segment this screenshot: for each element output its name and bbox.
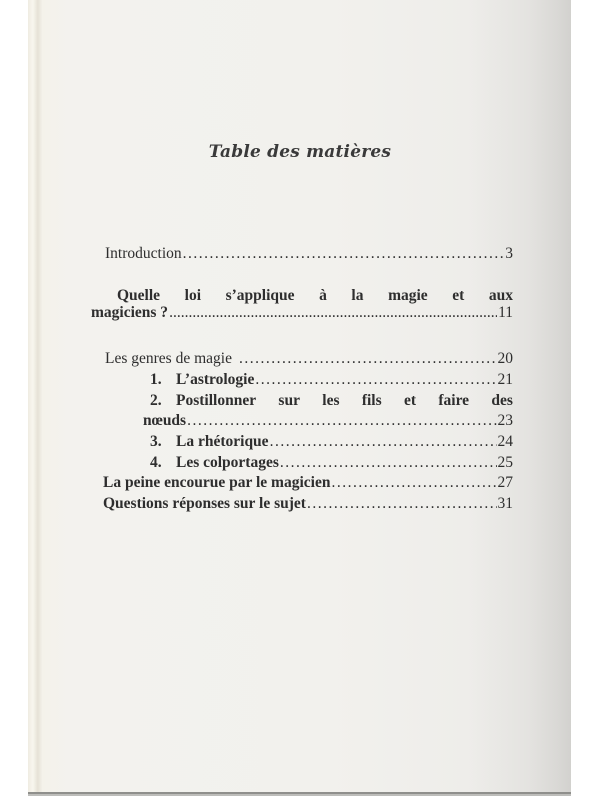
toc-entry-label: Questions réponses sur le sujet — [103, 495, 306, 512]
book-spine-edge — [28, 0, 42, 792]
word: s’applique — [225, 287, 295, 304]
word: loi — [184, 287, 202, 304]
dot-leader — [169, 304, 497, 322]
list-number: 2. — [150, 392, 162, 409]
word: magie — [388, 287, 428, 304]
toc-entry-label: Introduction — [105, 245, 182, 262]
toc-entry-colportages[interactable] — [150, 454, 513, 474]
word: la — [351, 287, 364, 304]
list-number: 4. — [150, 454, 162, 471]
toc-page-number: 27 — [497, 474, 513, 491]
page-title: Table des matières — [208, 142, 392, 162]
toc-page-number: 11 — [498, 304, 513, 321]
dot-leader — [187, 412, 496, 430]
toc-entry-les-genres-de-magie[interactable] — [105, 350, 513, 370]
list-number: 3. — [150, 433, 162, 450]
word: et — [452, 287, 465, 304]
word: fils — [361, 392, 382, 409]
word: Quelle — [117, 287, 161, 304]
list-number: 1. — [150, 371, 162, 388]
toc-page-number: 25 — [497, 454, 513, 471]
word: à — [319, 287, 327, 304]
dot-leader — [307, 495, 497, 513]
dot-leader — [239, 350, 497, 368]
toc-entry-label: La peine encourue par le magicien — [103, 474, 331, 491]
dot-leader — [255, 371, 496, 389]
toc-entry-label: Les genres de magie — [105, 350, 232, 367]
toc-entry-questions-reponses[interactable] — [103, 495, 513, 515]
toc-entry-label: nœuds — [143, 412, 187, 429]
word: sur — [278, 392, 300, 409]
toc-page-number: 20 — [497, 350, 513, 367]
toc-entry-la-peine-encourue[interactable] — [103, 474, 513, 494]
toc-entry-label: L’astrologie — [176, 371, 255, 388]
dot-leader — [280, 454, 497, 472]
toc-entry-quelle-loi-line2[interactable] — [91, 304, 513, 324]
toc-entry-postillonner-line2[interactable] — [143, 412, 513, 432]
word: Postillonner — [176, 392, 257, 409]
toc-entry-rhetorique[interactable] — [150, 433, 513, 453]
toc-entry-label: Les colportages — [176, 454, 279, 471]
word: des — [491, 392, 513, 409]
toc-entry-quelle-loi-line1[interactable] — [105, 287, 513, 305]
dot-leader — [331, 474, 496, 492]
toc-entry-label: La rhétorique — [176, 433, 269, 450]
word: et — [403, 392, 417, 409]
toc-page-number: 21 — [497, 371, 513, 388]
word: faire — [438, 392, 470, 409]
toc-page-number: 31 — [497, 495, 513, 512]
word: aux — [488, 287, 513, 304]
toc-page-number: 3 — [505, 245, 513, 262]
toc-entry-postillonner-line1[interactable] — [150, 392, 513, 410]
toc-page-number: 24 — [497, 433, 513, 450]
toc-entry-introduction[interactable] — [105, 245, 513, 265]
toc-entry-astrologie[interactable] — [150, 371, 513, 391]
toc-entry-label: magiciens ? — [91, 304, 169, 321]
dot-leader — [270, 433, 497, 451]
word: les — [322, 392, 340, 409]
toc-page-number: 23 — [497, 412, 513, 429]
dot-leader — [183, 245, 505, 263]
